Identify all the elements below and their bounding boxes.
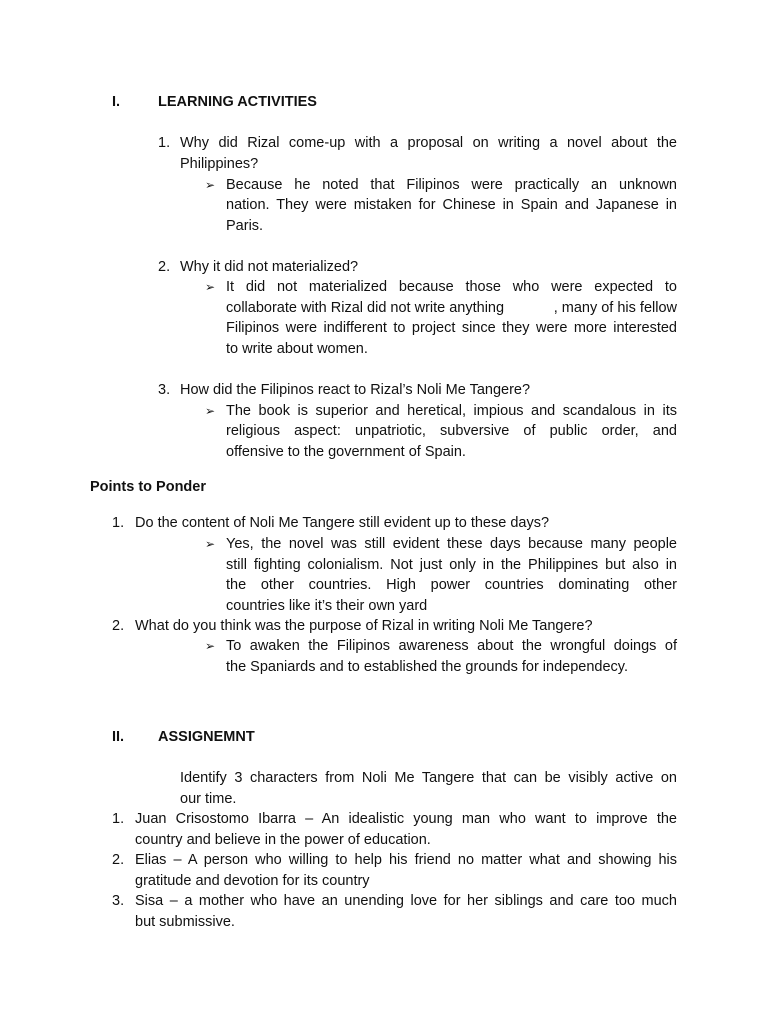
assignment-intro: our time. (180, 791, 237, 807)
answer-text: countries like it’s their own yard (226, 598, 428, 614)
answer-text: nation. They were mistaken for Chinese in Spain and Japanese in (226, 197, 677, 213)
answer-text: To awaken the Filipinos awareness about the wrongful doings of (226, 638, 677, 654)
answer-text: It did not materialized because those who were expected to (226, 279, 677, 295)
answer-text: religious aspect: unpatriotic, subversive of public order, and (226, 423, 677, 439)
question-text: Why did Rizal come-up with a proposal on writing a novel about the (180, 135, 677, 151)
list-number: 1. (112, 515, 125, 531)
list-number: 3. (112, 893, 125, 909)
answer-text: the other countries. High power countries dominating other (226, 577, 677, 593)
list-number: 1. (158, 135, 171, 151)
answer-text: offensive to the government of Spain. (226, 444, 466, 460)
question-text: Do the content of Noli Me Tangere still evident up to these days? (135, 515, 550, 531)
arrowhead-bullet-icon: ➢ (205, 178, 216, 192)
character-text: Elias – A person who willing to help his friend no matter what and showing his (135, 852, 677, 868)
ponder-heading: Points to Ponder (90, 479, 206, 495)
arrowhead-bullet-icon: ➢ (205, 537, 216, 551)
character-text: Sisa – a mother who have an unending love for her siblings and care too much (135, 893, 677, 909)
character-text: country and believe in the power of education. (135, 832, 431, 848)
arrowhead-bullet-icon: ➢ (205, 404, 216, 418)
answer-text: still fighting colonialism. Not just only in the Philippines but also in (226, 557, 677, 573)
answer-text: to write about women. (226, 341, 368, 357)
answer-text: Because he noted that Filipinos were practically an unknown (226, 177, 677, 193)
section-heading: LEARNING ACTIVITIES (158, 94, 317, 110)
list-number: 2. (112, 852, 125, 868)
answer-text: Filipinos were indifferent to project since they were more interested (226, 320, 677, 336)
list-number: 3. (158, 382, 171, 398)
answer-text: Yes, the novel was still evident these days because many people (226, 536, 677, 552)
answer-text: The book is superior and heretical, impious and scandalous in its (226, 403, 677, 419)
character-text: but submissive. (135, 914, 235, 930)
answer-text: collaborate with Rizal did not write anything (226, 300, 505, 316)
list-number: 2. (158, 259, 171, 275)
question-text: What do you think was the purpose of Rizal in writing Noli Me Tangere? (135, 618, 593, 634)
assignment-intro: Identify 3 characters from Noli Me Tangere that can be visibly active on (180, 770, 677, 786)
character-text: Juan Crisostomo Ibarra – An idealistic young man who want to improve the (135, 811, 677, 827)
question-text: Philippines? (180, 156, 259, 172)
character-text: gratitude and devotion for its country (135, 873, 370, 889)
list-number: 2. (112, 618, 125, 634)
question-text: How did the Filipinos react to Rizal’s Noli Me Tangere? (180, 382, 531, 398)
question-text: Why it did not materialized? (180, 259, 359, 275)
section-heading: ASSIGNEMNT (158, 729, 255, 745)
answer-text: , many of his fellow (553, 300, 677, 316)
arrowhead-bullet-icon: ➢ (205, 639, 216, 653)
arrowhead-bullet-icon: ➢ (205, 280, 216, 294)
answer-text: the Spaniards and to established the grounds for independecy. (226, 659, 628, 675)
section-numeral: I. (112, 94, 121, 110)
section-numeral: II. (112, 729, 125, 745)
answer-text: Paris. (226, 218, 264, 234)
list-number: 1. (112, 811, 125, 827)
